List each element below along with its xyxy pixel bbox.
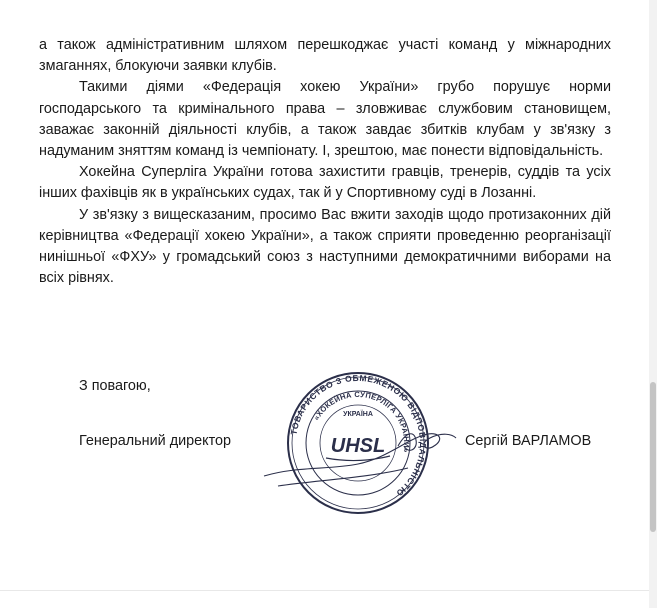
seal-outer-text: ТОВАРИСТВО З ОБМЕЖЕНОЮ ВІДПОВІДАЛЬНІСТЮ <box>288 372 429 499</box>
seal-country-text: УКРАЇНА <box>343 411 373 418</box>
page-bottom-divider <box>0 590 649 591</box>
signer-title: Генеральний директор <box>79 433 232 449</box>
signer-name: Сергій ВАРЛАМОВ <box>465 433 592 449</box>
scrollbar-thumb[interactable] <box>650 382 656 532</box>
paragraph-federation-actions: Такими діями «Федерація хокею України» грубо порушує норми господарського та кримінального права – зловживає службовим становищем, заважає законній діяльності клубів, а також завдає збитків клубам у зв'язку з надуманим зняттям команд із чемпіонату. І, зрештою, має понести відповідальність. <box>39 79 611 160</box>
paragraph-continuation: а також адміністративним шляхом перешкоджає участі команд у міжнародних змаганнях, блокуючи заявки клубів. <box>39 37 611 75</box>
letter-body <box>39 35 611 289</box>
paragraph-superleague-defense: Хокейна Суперліга України готова захистити гравців, тренерів, суддів та усіх інших фахівців як в українських судах, так й у Спортивному суді в Лозанні. <box>39 164 611 202</box>
vertical-scrollbar[interactable] <box>649 0 657 608</box>
closing-salutation: З повагою, <box>79 378 151 394</box>
company-seal-stamp <box>258 368 458 518</box>
seal-inner-ring-text: «ХОКЕЙНА СУПЕРЛІГА УКРАЇНИ» <box>311 389 412 454</box>
paragraph-request: У зв'язку з вищесказаним, просимо Вас вжити заходів щодо протизаконних дій керівництва «Федерації хокею України», а також сприяти проведенню реорганізації нинішньої «ФХУ» у громадський союз з наступними демократичними виборами на всіх рівнях. <box>39 206 611 287</box>
svg-text:UHSL: UHSL <box>330 435 386 457</box>
